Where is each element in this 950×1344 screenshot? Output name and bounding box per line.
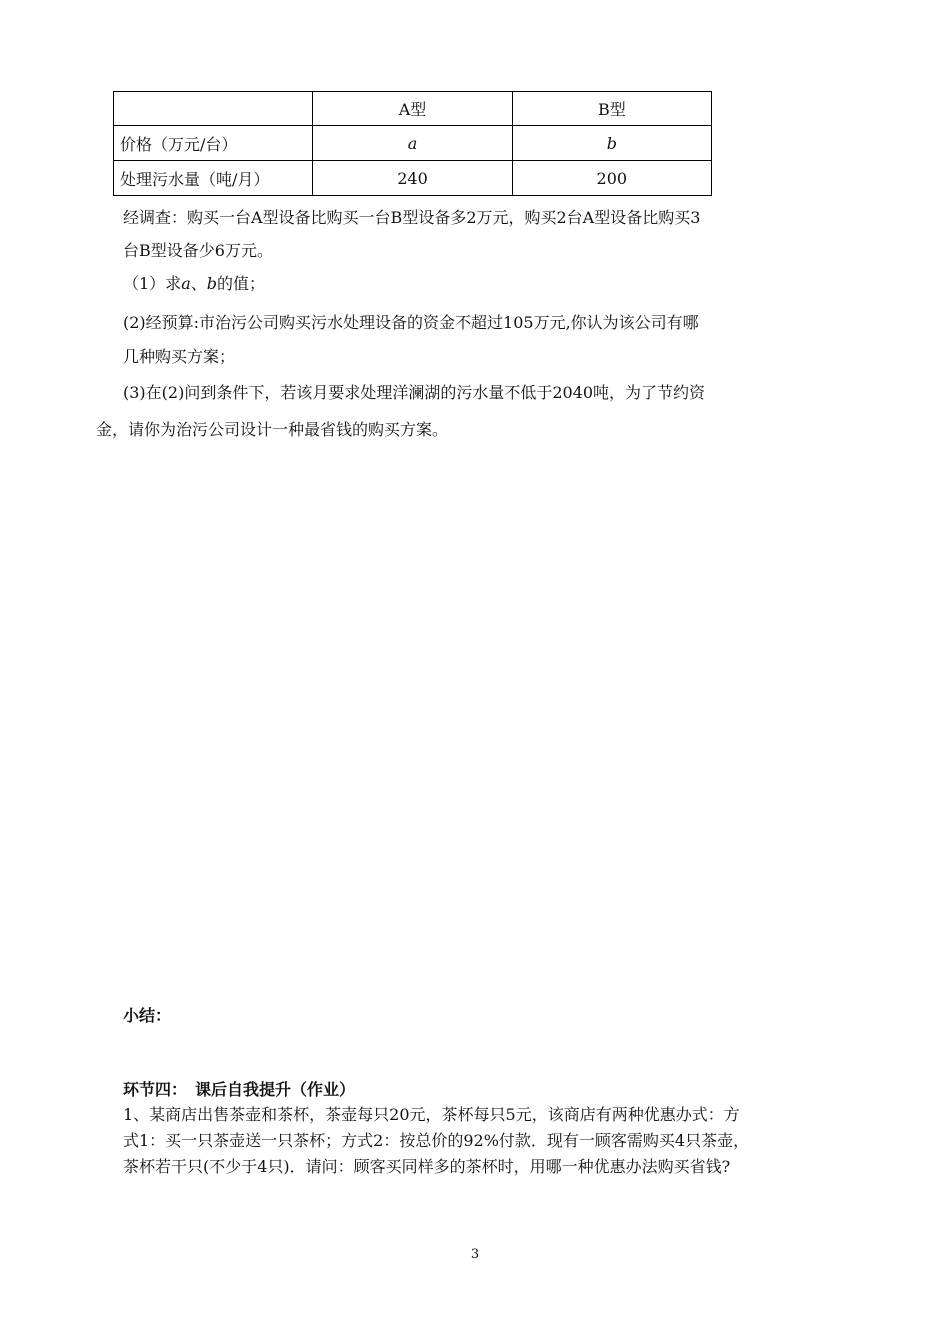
table-header-type-a: A型 (313, 92, 512, 126)
question-1-var-b: b (206, 274, 217, 293)
table-row (114, 161, 712, 196)
table-row (114, 126, 712, 161)
summary-label: 小结： (123, 1006, 172, 1025)
question-1 (123, 272, 265, 296)
question-2-line2: 几种购买方案； (123, 347, 236, 366)
homework-line1: 1、某商店出售茶壶和茶杯，茶壶每只20元，茶杯每只5元，该商店有两种优惠办式：方 (123, 1105, 740, 1124)
table-header-type-b: B型 (512, 92, 711, 126)
question-1-sep: 、 (190, 274, 207, 293)
table-header-empty (114, 92, 313, 126)
question-1-suffix: 的值； (217, 274, 266, 293)
question-3-line2: 金，请你为治污公司设计一种最省钱的购买方案。 (96, 420, 449, 439)
equipment-table (113, 91, 712, 196)
page-number: 3 (470, 1247, 480, 1262)
price-type-a: a (313, 126, 512, 161)
price-type-b: b (512, 126, 711, 161)
capacity-type-b: 200 (512, 161, 711, 196)
survey-text-line1: 经调查：购买一台A型设备比购买一台B型设备多2万元，购买2台A型设备比购买3 (123, 208, 701, 227)
section-4-title: 环节四： 课后自我提升（作业） (123, 1080, 356, 1099)
question-2-line1: (2)经预算:市治污公司购买污水处理设备的资金不超过105万元,你认为该公司有哪 (123, 313, 699, 332)
capacity-type-a: 240 (313, 161, 512, 196)
homework-line3: 茶杯若干只(不少于4只)．请问：顾客买同样多的茶杯时，用哪一种优惠办法购买省钱? (123, 1157, 731, 1176)
question-1-var-a: a (181, 274, 191, 293)
homework-line2: 式1：买一只茶壶送一只茶杯；方式2：按总价的92%付款．现有一顾客需购买4只茶壶， (123, 1131, 750, 1150)
survey-text-line2: 台B型设备少6万元。 (123, 241, 273, 260)
question-1-prefix: （1）求 (123, 274, 182, 293)
table-header-row (114, 92, 712, 126)
row-label-capacity: 处理污水量（吨/月） (114, 161, 313, 196)
question-3-line1: (3)在(2)问到条件下，若该月要求处理洋澜湖的污水量不低于2040吨，为了节约资 (123, 383, 706, 402)
row-label-price: 价格（万元/台） (114, 126, 313, 161)
